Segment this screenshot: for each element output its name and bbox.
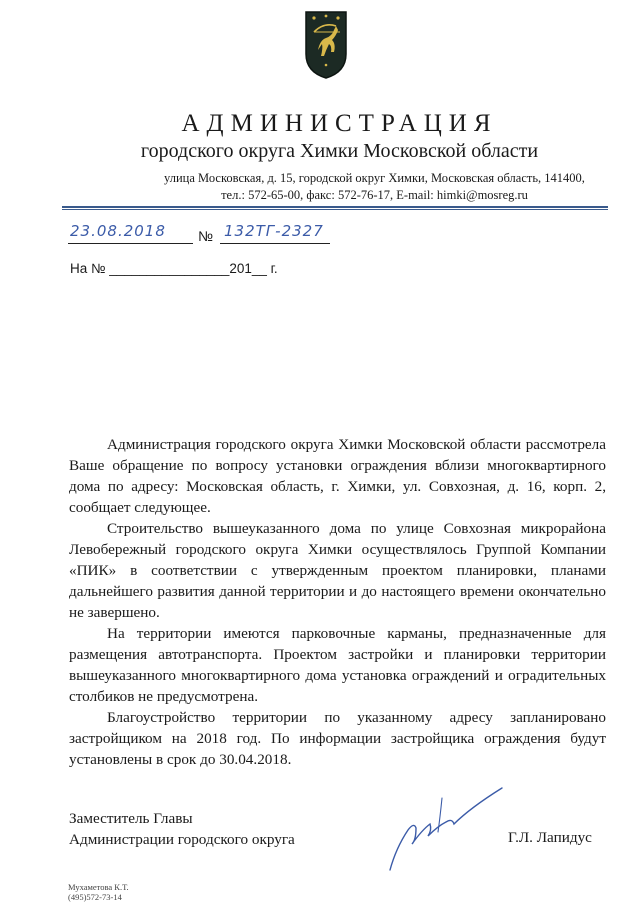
- organization-address: [0, 170, 643, 204]
- organization-subtitle: городского округа Химки Московской области: [140, 140, 539, 162]
- registration-number-label: №: [198, 228, 214, 244]
- executor-phone: (495)572-73-14: [68, 892, 122, 902]
- letter-body: [69, 434, 606, 770]
- reference-line: На № ________________201__ г.: [70, 261, 278, 276]
- registration-date: 23.08.2018: [68, 222, 193, 244]
- body-paragraph: Благоустройство территории по указанному адресу запланировано застройщиком на 2018 год. По информации застройщика ограждения будут установлены в срок до 30.04.2018.: [69, 709, 606, 768]
- body-paragraph: Строительство вышеуказанного дома по улице Совхозная микрорайона Левобережный городского округа Химки осуществлялось Группой Компании «ПИК» в соответствии с утвержденным проектом планировки, планами дальнейшего развития данной территории и до настоящего времени окончательно не завершено.: [69, 520, 606, 621]
- registration-number: 132ТГ-2327: [220, 222, 330, 244]
- signer-position-line: Администрации городского округа: [69, 831, 295, 848]
- signer-position-line: Заместитель Главы: [69, 810, 193, 827]
- body-paragraph: Администрация городского округа Химки Московской области рассмотрела Ваше обращение по вопросу установки ограждения вблизи многоквартирного дома по адресу: Московская область, г. Химки, ул. Совхозная, д. 16, корп. 2, сообщает следующее.: [69, 436, 606, 516]
- executor-info: [68, 882, 129, 902]
- executor-name: Мухаметова К.Т.: [68, 882, 129, 892]
- organization-title: АДМИНИСТРАЦИЯ: [181, 110, 498, 137]
- signer-position: [69, 808, 295, 850]
- coat-of-arms-emblem: [302, 10, 350, 80]
- handwritten-signature: [382, 778, 512, 878]
- header-divider: [62, 206, 608, 210]
- body-paragraph: На территории имеются парковочные карманы, предназначенные для размещения автотранспорта. Проектом застройки и планировки территории вышеуказанного многоквартирного дома установка ограждений и оградительных столбиков не предусмотрена.: [69, 625, 606, 705]
- address-line: улица Московская, д. 15, городской округ Химки, Московская область, 141400,: [164, 171, 585, 185]
- contacts-line: тел.: 572-65-00, факс: 572-76-17, E-mail: himki@mosreg.ru: [221, 188, 528, 202]
- signer-name: Г.Л. Лапидус: [508, 829, 592, 846]
